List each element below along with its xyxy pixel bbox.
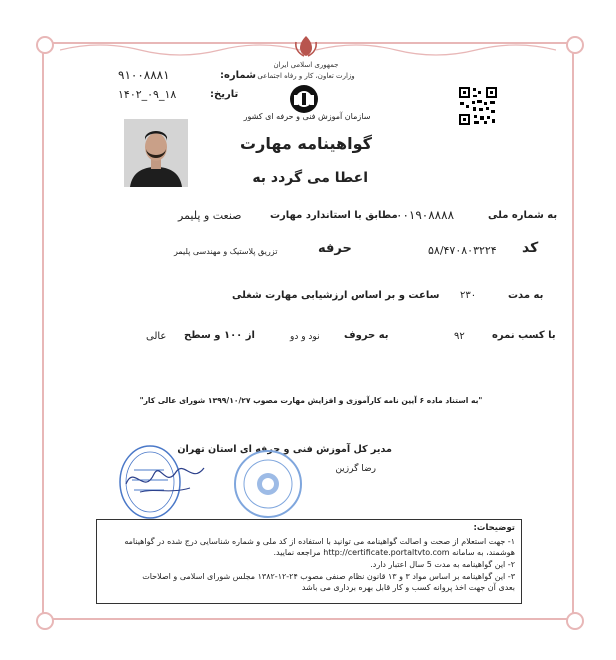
border-corner-ornament — [566, 36, 584, 54]
notes-line: هوشمند، به سامانه http://certificate.portaltvto.com مراجعه نمایید. — [273, 548, 515, 557]
duration-value: ۲۳۰ — [460, 290, 477, 301]
national-id-label: به شماره ملی — [488, 210, 558, 221]
in-words-value: نود و دو — [290, 332, 320, 342]
code-label: کد — [522, 240, 539, 256]
date-label: تاریخ: — [210, 89, 239, 100]
tvto-logo-icon — [286, 84, 322, 114]
qr-code-icon — [458, 86, 498, 126]
certificate-title: گواهینامه مهارت — [240, 134, 372, 153]
signatory-title: مدیر کل آموزش فنی و حرفه ای استان تهران — [177, 444, 392, 455]
organization-name: سازمان آموزش فنی و حرفه ای کشور — [243, 112, 371, 121]
number-value: ۹۱۰۰۸۸۸۱ — [118, 68, 170, 82]
signature-icon — [120, 454, 220, 504]
border-corner-ornament — [36, 612, 54, 630]
signatory-name: رضا گرزین — [335, 464, 376, 474]
notes-line: ۲- این گواهینامه به مدت 5 سال اعتبار دارد. — [370, 560, 515, 569]
number-label: شماره: — [220, 70, 256, 81]
notes-line: بعدی آن جهت اخذ پروانه کسب و کار قابل بهره برداری می باشد — [301, 583, 515, 592]
profession-label: حرفه — [318, 241, 352, 256]
date-value: ۱۴۰۲_۰۹_۱۸ — [118, 88, 177, 101]
out-of-label: از ۱۰۰ و سطح — [184, 330, 255, 341]
level-value: عالی — [146, 331, 167, 342]
notes-line: ۱- جهت استعلام از صحت و اصالت گواهینامه می توانید با استفاده از کد ملی و شماره شناسایی درج شده در گواهینامه — [124, 537, 515, 546]
duration-label: به مدت — [508, 290, 544, 301]
in-words-label: به حروف — [344, 330, 389, 341]
country-name: جمهوری اسلامی ایران — [273, 61, 339, 69]
legal-basis: "به استناد ماده ۶ آیین نامه کارآموزی و افزایش مهارت مصوب ۱۳۹۹/۱۰/۲۷ شورای عالی کار" — [139, 396, 483, 405]
score-label: با کسب نمره — [492, 330, 556, 341]
holder-photo — [124, 119, 188, 187]
national-id-value: ۰۰۱۹۰۸۸۸۸ — [396, 208, 455, 222]
granted-to: اعطا می گردد به — [252, 170, 368, 186]
standard-value: صنعت و پلیمر — [178, 209, 242, 222]
duration-text: ساعت و بر اساس ارزشیابی مهارت شغلی — [232, 290, 440, 301]
ministry-name: وزارت تعاون، کار و رفاه اجتماعی — [257, 72, 355, 80]
score-value: ۹۲ — [454, 331, 465, 342]
iran-emblem-icon — [292, 34, 320, 58]
profession-value: تزریق پلاستیک و مهندسی پلیمر — [174, 247, 278, 256]
official-seal-icon — [232, 448, 304, 520]
border-corner-ornament — [36, 36, 54, 54]
code-value: ۵۸/۴۷۰۸۰۳۲۲۴ — [428, 244, 497, 257]
notes-line: ۳- این گواهینامه بر اساس مواد ۳ و ۱۳ قانون نظام صنفی مصوب ۲۴-۱۲-۱۳۸۲ مجلس شورای اسلامی و اصلاحات — [142, 572, 515, 581]
notes-heading: توضیحات: — [473, 523, 515, 533]
standard-label: مطابق با استاندارد مهارت — [270, 210, 398, 221]
notes-box — [96, 519, 522, 604]
border-corner-ornament — [566, 612, 584, 630]
